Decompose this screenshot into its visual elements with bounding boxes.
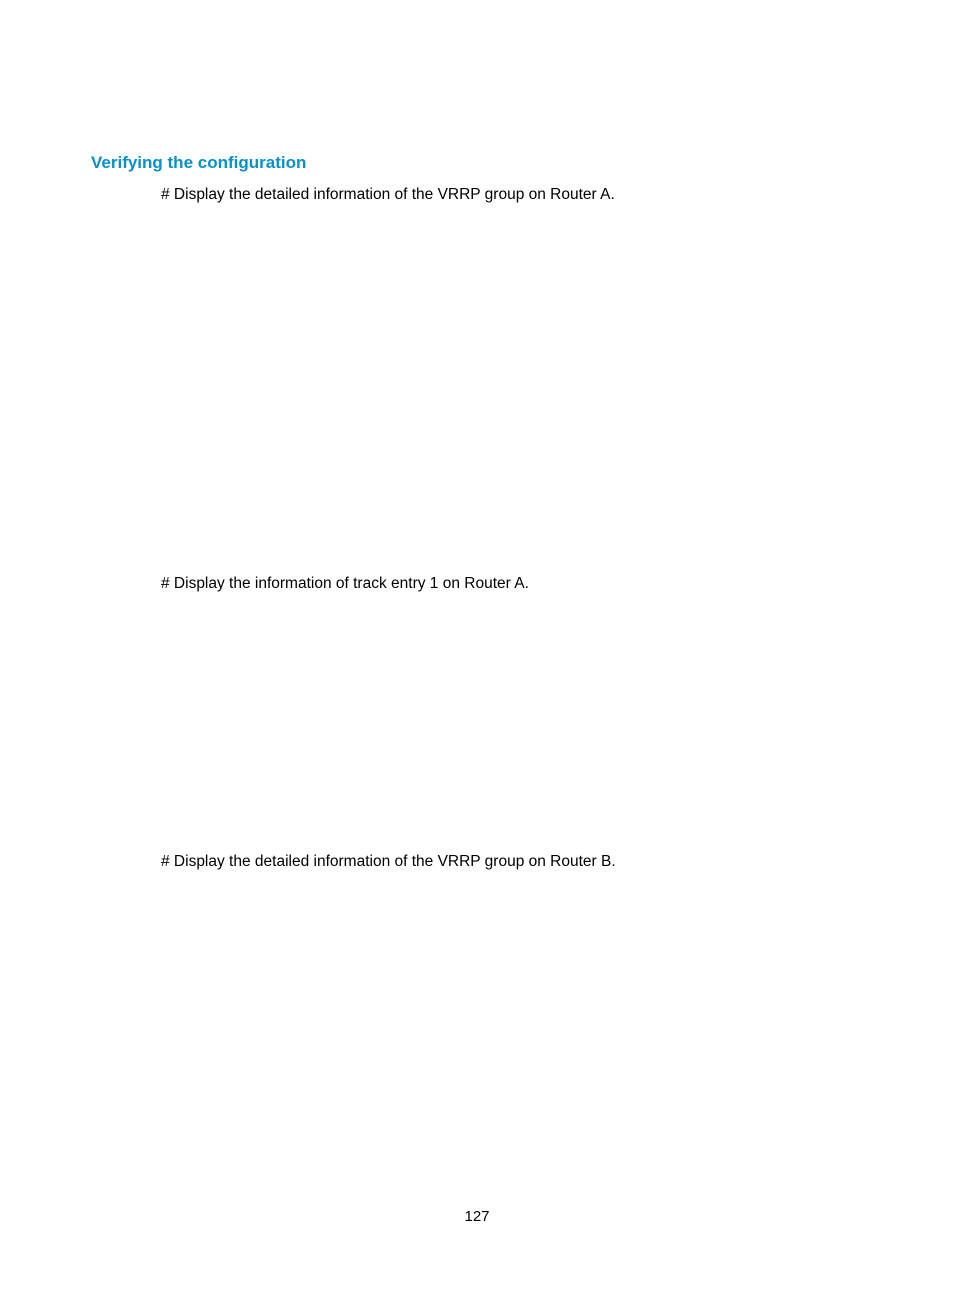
page-number: 127: [464, 1208, 490, 1225]
instruction-paragraph-router-a-track: # Display the information of track entry 1 on Router A.: [161, 575, 529, 592]
instruction-paragraph-router-a-vrrp: # Display the detailed information of the VRRP group on Router A.: [161, 186, 615, 203]
section-heading: Verifying the configuration: [91, 153, 307, 172]
instruction-paragraph-router-b-vrrp: # Display the detailed information of the VRRP group on Router B.: [161, 853, 616, 870]
